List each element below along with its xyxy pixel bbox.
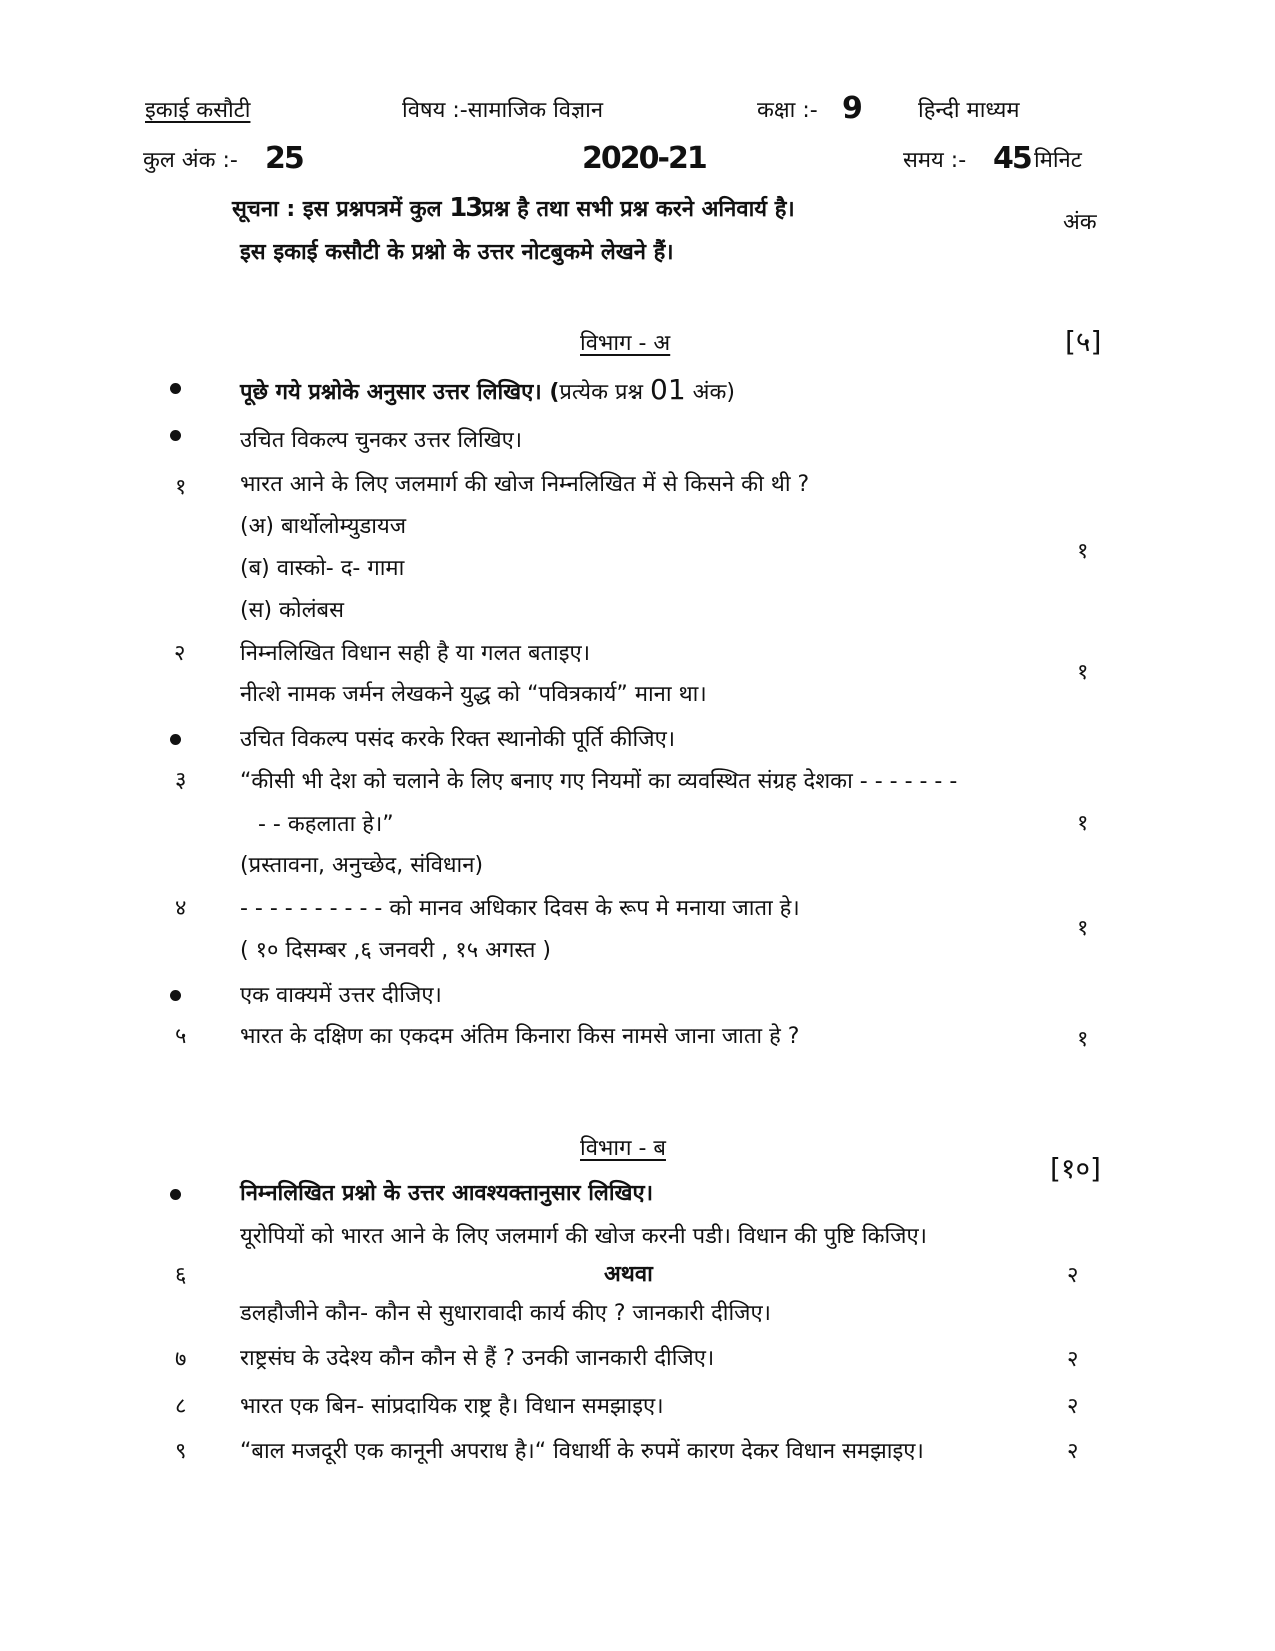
time-label: समय :- <box>903 148 967 173</box>
q1-option-a: (अ) बार्थोलोम्युडायज <box>240 514 407 539</box>
section-a-instruction-post: अंक) <box>685 380 735 405</box>
q6-line-1: यूरोपियों को भारत आने के लिए जलमार्ग की खोज करनी पडी। विधान की पुष्टि किजिए। <box>240 1224 928 1249</box>
q5-number: ५ <box>175 1024 187 1049</box>
q6-number: ६ <box>175 1263 187 1288</box>
q3-mark: १ <box>1077 811 1089 836</box>
q1-option-b: (ब) वास्को- द- गामा <box>240 556 405 581</box>
q3-number: ३ <box>175 768 187 793</box>
section-a-instruction-num: 01 <box>650 373 686 406</box>
q3-line-3: (प्रस्तावना, अनुच्छेद, संविधान) <box>240 853 484 878</box>
section-a-title: विभाग - अ <box>580 331 671 356</box>
marks-column-heading: अंक <box>1063 210 1097 235</box>
bullet-icon <box>170 430 181 441</box>
bullet-icon <box>170 990 181 1001</box>
question-count: 13 <box>449 193 482 223</box>
q6-mark: २ <box>1067 1263 1079 1288</box>
academic-year: 2020-21 <box>582 141 706 176</box>
q3-line-1: “कीसी भी देश को चलाने के लिए बनाए गए नियमों का व्यवस्थित संग्रह देशका - - - - - - - <box>240 769 958 794</box>
total-marks-label: कुल अंक :- <box>143 148 238 173</box>
q1-option-c: (स) कोलंबस <box>240 598 344 623</box>
q7-text: राष्ट्रसंघ के उदेश्य कौन कौन से हैं ? उनकी जानकारी दीजिए। <box>240 1346 715 1371</box>
section-b-title: विभाग - ब <box>580 1136 666 1161</box>
total-marks-value: 25 <box>265 141 303 176</box>
q5-mark: १ <box>1077 1027 1089 1052</box>
q8-text: भारत एक बिन- सांप्रदायिक राष्ट्र है। विधान समझाइए। <box>240 1394 664 1419</box>
q2-mark: १ <box>1077 660 1089 685</box>
q2-line-2: नीत्शे नामक जर्मन लेखकने युद्ध को “पवित्रकार्य” माना था। <box>240 682 707 707</box>
section-a-instruction <box>240 373 735 406</box>
time-unit: मिनिट <box>1034 148 1082 173</box>
section-a-instruction-pre: पूछे गये प्रश्नोके अनुसार उत्तर लिखिए। ( <box>240 380 560 405</box>
instruction-line-1-post: प्रश्न है तथा सभी प्रश्न करने अनिवार्य है। <box>481 197 795 222</box>
q5-text: भारत के दक्षिण का एकदम अंतिम किनारा किस नामसे जाना जाता हे ? <box>240 1024 800 1049</box>
q9-text: “बाल मजदूरी एक कानूनी अपराध है।“ विधार्थी के रुपमें कारण देकर विधान समझाइए। <box>240 1439 924 1464</box>
q1-text: भारत आने के लिए जलमार्ग की खोज निम्नलिखित में से किसने की थी ? <box>240 472 810 497</box>
q7-mark: २ <box>1067 1347 1079 1372</box>
q4-mark: १ <box>1077 916 1089 941</box>
q6-or: अथवा <box>604 1262 653 1287</box>
q7-number: ७ <box>175 1347 187 1372</box>
instruction-line-1 <box>232 195 795 221</box>
q2-line-1: निम्नलिखित विधान सही है या गलत बताइए। <box>240 641 591 666</box>
section-a-total: [५] <box>1065 325 1102 358</box>
one-line-heading: एक वाक्यमें उत्तर दीजिए। <box>240 983 442 1008</box>
q8-mark: २ <box>1067 1394 1079 1419</box>
q4-line-1: - - - - - - - - - - को मानव अधिकार दिवस के रूप मे मनाया जाता हे। <box>240 896 800 921</box>
mcq-heading: उचित विकल्प चुनकर उत्तर लिखिए। <box>240 428 523 453</box>
bullet-icon <box>170 1189 181 1200</box>
fill-heading: उचित विकल्प पसंद करके रिक्त स्थानोकी पूर्ति कीजिए। <box>240 727 676 752</box>
section-b-instruction: निम्नलिखित प्रश्नो के उत्तर आवश्यक्तानुसार लिखिए। <box>240 1181 654 1206</box>
section-a-instruction-mid: प्रत्येक प्रश्न <box>559 380 651 405</box>
q2-number: २ <box>174 641 186 666</box>
instruction-line-2: इस इकाई कसौटी के प्रश्नो के उत्तर नोटबुकमे लेखने हैं। <box>240 240 674 265</box>
class-value: 9 <box>842 91 861 126</box>
class-label: कक्षा :- <box>757 98 818 123</box>
medium: हिन्दी माध्यम <box>918 98 1020 123</box>
q4-line-2: ( १० दिसम्बर ,६ जनवरी , १५ अगस्त ) <box>240 938 552 963</box>
test-name: इकाई कसौटी <box>145 98 251 123</box>
instruction-line-1-pre: सूचना : इस प्रश्नपत्रमें कुल <box>232 197 442 222</box>
q9-mark: २ <box>1067 1439 1079 1464</box>
q8-number: ८ <box>175 1394 187 1419</box>
q3-line-2: - - कहलाता हे।” <box>258 812 394 837</box>
subject: विषय :-सामाजिक विज्ञान <box>402 98 604 123</box>
time-value: 45 <box>993 141 1031 176</box>
section-b-total: [१०] <box>1050 1152 1101 1185</box>
q1-number: १ <box>175 475 187 500</box>
q4-number: ४ <box>175 896 187 921</box>
q1-mark: १ <box>1077 539 1089 564</box>
q9-number: ९ <box>175 1439 187 1464</box>
bullet-icon <box>170 734 181 745</box>
q6-line-2: डलहौजीने कौन- कौन से सुधारावादी कार्य कीए ? जानकारी दीजिए। <box>240 1301 771 1326</box>
bullet-icon <box>170 383 181 394</box>
